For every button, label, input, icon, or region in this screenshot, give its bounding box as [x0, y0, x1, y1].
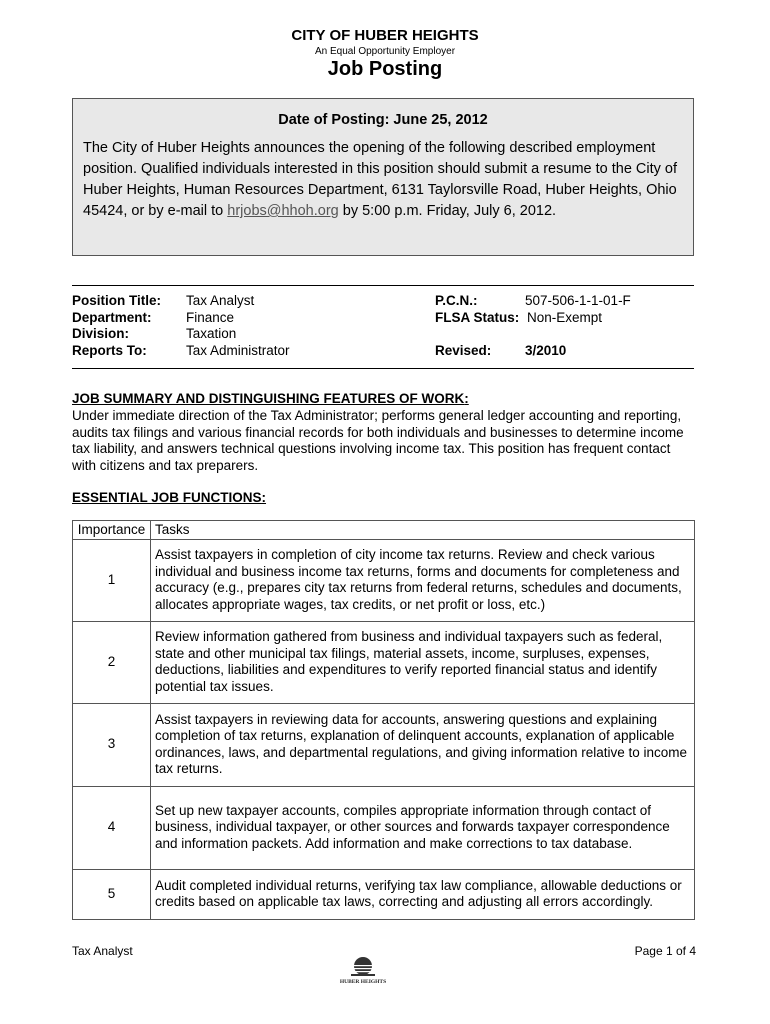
- division-label: Division:: [72, 326, 130, 341]
- position-title-value: Tax Analyst: [186, 293, 255, 308]
- divider-top: [72, 285, 694, 286]
- flsa-label: FLSA Status:: [435, 309, 520, 325]
- footer-doc-title: Tax Analyst: [72, 944, 133, 958]
- posting-text-before: The City of Huber Heights announces the opening of the following described employment position. Qualified individuals interested in this position should submit a resume to the City of Huber Heights, Human Resources Department, 6131 Taylorsville Road, Huber Heights, Ohio 45424, or by e-mail to: [83, 140, 678, 219]
- importance-cell: 5: [73, 869, 151, 919]
- huber-heights-logo-icon: [339, 955, 387, 991]
- tasks-header: Tasks: [151, 521, 695, 540]
- employer-subtitle: An Equal Opportunity Employer: [314, 46, 456, 57]
- posting-date: Date of Posting: June 25, 2012: [278, 112, 488, 128]
- functions-heading: ESSENTIAL JOB FUNCTIONS:: [72, 490, 267, 505]
- importance-cell: 4: [73, 786, 151, 869]
- task-cell: Assist taxpayers in reviewing data for accounts, answering questions and explaining completion of tax returns, explanation of delinquent accounts, explanation of applicable ordinances, laws, and departmental regulations, and giving information relative to income tax returns.: [151, 703, 695, 786]
- task-cell: Review information gathered from business and individual taxpayers such as federal, state and other municipal tax filings, material assets, income, surpluses, expenses, deductions, liabilities and expenditures to verify reported financial status and identify potential tax issues.: [151, 621, 695, 703]
- department-label: Department:: [72, 309, 152, 325]
- table-row: [73, 703, 695, 786]
- importance-cell: 3: [73, 703, 151, 786]
- summary-text: Under immediate direction of the Tax Administrator; performs general ledger accounting and reporting, audits tax filings and various financial records for both individuals and businesses to determine income tax liability, and answers technical questions involving income tax. This position has frequent contact with citizens and tax preparers.: [72, 408, 684, 473]
- table-row: [73, 621, 695, 703]
- functions-table: [72, 520, 695, 920]
- flsa-value: Non-Exempt: [527, 309, 603, 325]
- page-title: Job Posting: [327, 58, 443, 80]
- division-value: Taxation: [186, 326, 237, 341]
- posting-box: [72, 98, 694, 256]
- revised-value: 3/2010: [525, 342, 567, 358]
- table-header-row: [73, 521, 695, 540]
- importance-cell: 1: [73, 539, 151, 621]
- importance-header: Importance: [73, 521, 151, 540]
- task-cell: Audit completed individual returns, verifying tax law compliance, allowable deductions or credits based on applicable tax laws, correcting and adjusting all errors accordingly.: [151, 869, 695, 919]
- footer-page-number: Page 1 of 4: [634, 944, 696, 958]
- city-name: CITY OF HUBER HEIGHTS: [291, 27, 479, 44]
- logo-text: HUBER HEIGHTS: [339, 979, 387, 985]
- divider-bottom: [72, 368, 694, 369]
- table-row: [73, 786, 695, 869]
- posting-text-after: by 5:00 p.m. Friday, July 6, 2012.: [338, 203, 557, 219]
- task-cell: Set up new taxpayer accounts, compiles appropriate information through contact of business, individual taxpayer, or other sources and forwards taxpayer correspondence and information packets. Add information and make corrections to tax database.: [151, 786, 695, 869]
- email-link[interactable]: hrjobs@hhoh.org: [227, 203, 339, 219]
- table-row: [73, 539, 695, 621]
- posting-text: [83, 138, 689, 222]
- reports-to-label: Reports To:: [72, 342, 147, 358]
- position-title-label: Position Title:: [72, 293, 162, 308]
- reports-to-value: Tax Administrator: [186, 342, 290, 358]
- summary-heading: JOB SUMMARY AND DISTINGUISHING FEATURES OF WORK:: [72, 391, 469, 406]
- department-value: Finance: [186, 309, 235, 325]
- pcn-value: 507-506-1-1-01-F: [525, 293, 631, 308]
- revised-label: Revised:: [435, 342, 492, 358]
- importance-cell: 2: [73, 621, 151, 703]
- task-cell: Assist taxpayers in completion of city income tax returns. Review and check various individual and business income tax returns, forms and documents for completeness and accuracy (e.g., prepares city tax returns from federal returns, schedules and documents, allocates appropriate wages, tax credits, or net profit or loss, etc.): [151, 539, 695, 621]
- pcn-label: P.C.N.:: [435, 293, 478, 308]
- table-row: [73, 869, 695, 919]
